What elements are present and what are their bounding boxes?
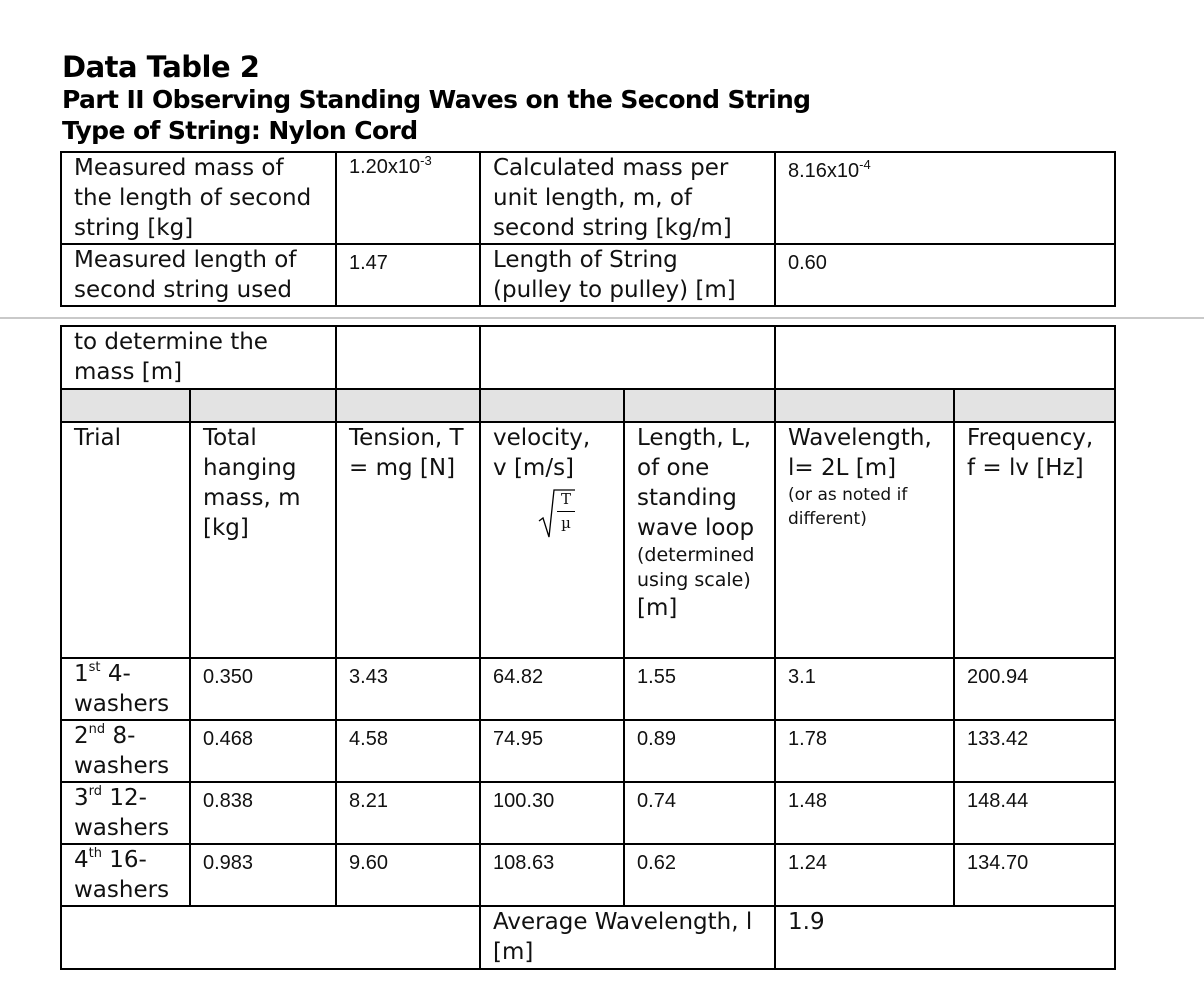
page-title: Data Table 2 <box>62 50 260 84</box>
sqrt-formula <box>537 487 577 537</box>
length-cell: 0.62 <box>624 844 775 906</box>
shaded-cell <box>775 389 954 422</box>
velocity-label: velocity, v [m/s] <box>493 425 591 481</box>
col-header-trial: Trial <box>61 422 190 658</box>
col-header-frequency: Frequency, f = lv [Hz] <box>954 422 1115 658</box>
formula-numerator: T <box>561 490 572 508</box>
empty-cell <box>480 326 775 389</box>
wavelength-cell: 1.48 <box>775 782 954 844</box>
velocity-cell: 108.63 <box>480 844 624 906</box>
empty-cell <box>61 906 480 969</box>
shaded-cell <box>61 389 190 422</box>
tension-cell: 9.60 <box>336 844 480 906</box>
shaded-cell <box>624 389 775 422</box>
shaded-cell <box>954 389 1115 422</box>
average-wavelength-value: 1.9 <box>775 906 1115 969</box>
empty-cell <box>336 326 480 389</box>
page-break-divider <box>0 317 1204 319</box>
string-length-label: Length of String (pulley to pulley) [m] <box>480 244 775 306</box>
col-header-wavelength <box>775 422 954 658</box>
trial-cell: 4th 16- washers <box>61 844 190 906</box>
trials-table <box>60 325 1116 970</box>
table-row <box>61 720 1115 782</box>
length-cell: 0.89 <box>624 720 775 782</box>
string-length-value: 0.60 <box>775 244 1115 306</box>
length-label: Length, L, of one standing wave loop <box>637 425 755 541</box>
trial-cell: 2nd 8- washers <box>61 720 190 782</box>
mass-cell: 0.468 <box>190 720 336 782</box>
frequency-cell: 134.70 <box>954 844 1115 906</box>
wavelength-cell: 1.78 <box>775 720 954 782</box>
empty-cell <box>775 326 1115 389</box>
mass-cell: 0.350 <box>190 658 336 720</box>
velocity-cell: 100.30 <box>480 782 624 844</box>
mass-value: $1.20x10^{-3}$ <box>336 152 480 244</box>
formula-denominator: µ <box>561 514 571 532</box>
tension-cell: 3.43 <box>336 658 480 720</box>
string-type: Type of String: Nylon Cord <box>62 116 418 145</box>
summary-table <box>60 151 1116 307</box>
measured-length-label-cont: to determine the mass [m] <box>61 326 336 389</box>
table-row <box>61 844 1115 906</box>
shaded-cell <box>336 389 480 422</box>
measured-length-value: 1.47 <box>336 244 480 306</box>
trial-cell: 1st 4- washers <box>61 658 190 720</box>
measured-length-label: Measured length of second string used <box>61 244 336 306</box>
velocity-cell: 74.95 <box>480 720 624 782</box>
trial-cell: 3rd 12- washers <box>61 782 190 844</box>
average-wavelength-label: Average Wavelength, l [m] <box>480 906 775 969</box>
mass-cell: 0.983 <box>190 844 336 906</box>
wavelength-note: (or as noted if different) <box>788 485 908 529</box>
tension-cell: 4.58 <box>336 720 480 782</box>
length-cell: 1.55 <box>624 658 775 720</box>
tension-cell: 8.21 <box>336 782 480 844</box>
table-row <box>61 782 1115 844</box>
length-cell: 0.74 <box>624 782 775 844</box>
mass-per-length-label: Calculated mass per unit length, m, of second string [kg/m] <box>480 152 775 244</box>
velocity-cell: 64.82 <box>480 658 624 720</box>
col-header-velocity <box>480 422 624 658</box>
length-note: (determined using scale) <box>637 544 755 591</box>
title-block <box>62 50 810 146</box>
mass-label: Measured mass of the length of second string [kg] <box>61 152 336 244</box>
col-header-tension: Tension, T = mg [N] <box>336 422 480 658</box>
wavelength-cell: 3.1 <box>775 658 954 720</box>
mass-per-length-value: $8.16x10^{-4}$ <box>775 152 1115 244</box>
frequency-cell: 148.44 <box>954 782 1115 844</box>
page-subtitle: Part II Observing Standing Waves on the Second String <box>62 85 811 114</box>
shaded-cell <box>190 389 336 422</box>
table-row <box>61 658 1115 720</box>
length-unit: [m] <box>637 595 678 621</box>
col-header-length <box>624 422 775 658</box>
mass-cell: 0.838 <box>190 782 336 844</box>
wavelength-cell: 1.24 <box>775 844 954 906</box>
frequency-cell: 200.94 <box>954 658 1115 720</box>
frequency-cell: 133.42 <box>954 720 1115 782</box>
col-header-mass: Total hanging mass, m [kg] <box>190 422 336 658</box>
shaded-cell <box>480 389 624 422</box>
wavelength-label: Wavelength, l= 2L [m] <box>788 425 932 481</box>
